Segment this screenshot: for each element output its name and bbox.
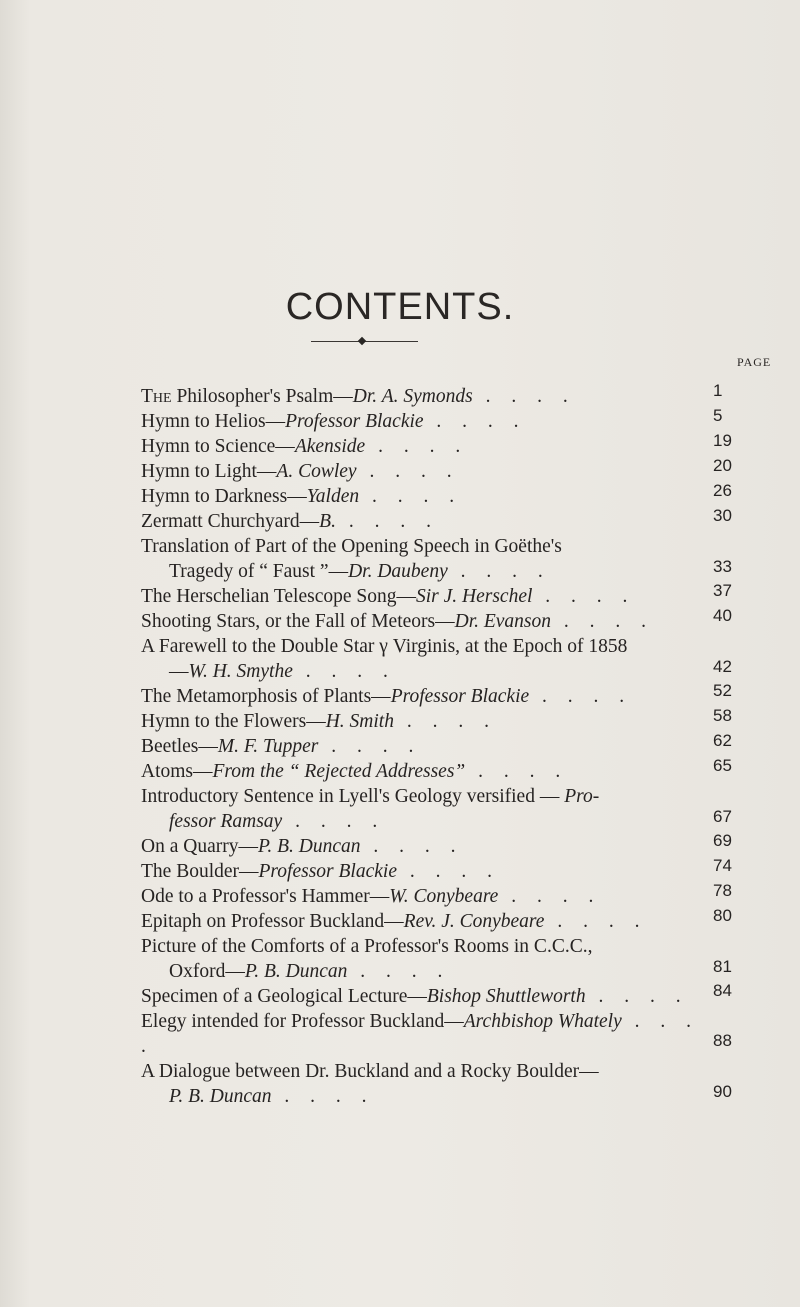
toc-entry-title-text: Oxford— [169,961,245,982]
toc-entry-page-number: 69 [713,831,732,850]
toc-entry-title [141,584,711,609]
toc-entry-page-number: 90 [713,1082,732,1101]
toc-entry-title-text: Hymn to Darkness— [141,486,307,507]
toc-entry-page-number: 65 [713,756,732,775]
toc-entry-title-continued [141,1084,711,1109]
toc-entry-title-text: Elegy intended for Professor Buckland— [141,1011,464,1032]
toc-entry [141,681,732,709]
toc-entry-title [141,934,711,959]
toc-entry-title-text: Zermatt Churchyard— [141,511,320,532]
toc-entry-title [141,1059,711,1084]
toc-entry-author: Sir J. Herschel [415,586,533,607]
toc-entry-author: Dr. Daubeny [348,561,448,582]
toc-entry-page-number: 67 [713,807,732,826]
leader-dots: . . . . [532,586,636,607]
leader-dots: . . . . [544,911,648,932]
toc-entry-page-number: 88 [713,1031,732,1050]
toc-entry [141,784,732,834]
leader-dots: . . . . [396,861,500,882]
toc-entry-title-text: The Metamorphosis of Plants— [141,686,391,707]
leader-dots: . . . . [498,886,602,907]
toc-entry [141,706,732,734]
toc-entry-author-part: Pro- [564,786,600,807]
toc-entry-title [141,409,711,434]
toc-entry-author: B. [319,511,336,532]
leader-dots: . . . . [529,686,633,707]
table-of-contents [141,381,751,1109]
toc-entry [141,481,732,509]
toc-entry-title [141,909,711,934]
page-column-header: PAGE [737,355,772,369]
toc-entry-title [141,684,711,709]
toc-entry-author: P. B. Duncan [244,961,348,982]
leader-dots: . . . . [141,1011,699,1057]
toc-entry-title [141,1009,711,1059]
toc-entry-author: Professor Blackie [285,411,424,432]
toc-entry-title [141,609,711,634]
toc-entry [141,534,732,584]
toc-entry-title [141,984,711,1009]
toc-entry [141,506,732,534]
leader-dots: . . . . [335,511,439,532]
toc-entry-title-text: Picture of the Comforts of a Professor's Rooms in C.C.C., [141,936,593,957]
leader-dots: . . . . [360,836,464,857]
toc-entry-page-number: 20 [713,456,732,475]
leader-dots: . . . . [359,486,463,507]
toc-entry-title-text: Beetles— [141,736,218,757]
toc-entry-title [141,534,711,559]
toc-entry-page-number: 78 [713,881,732,900]
toc-entry-title [141,859,711,884]
toc-entry-title-text: Epitaph on Professor Buckland— [141,911,404,932]
toc-entry [141,934,732,984]
leader-dots: . . . . [365,436,469,457]
toc-entry [141,1009,732,1059]
toc-entry-page-number: 19 [713,431,732,450]
leader-dots: . . . . [585,986,689,1007]
toc-entry-author: fessor Ramsay [169,811,283,832]
toc-entry-page-number: 1 [713,381,723,400]
toc-entry-title-text: Introductory Sentence in Lyell's Geology versified — [141,786,560,807]
toc-entry-page-number: 33 [713,557,732,576]
toc-entry-title-continued [141,959,711,984]
toc-entry-title [141,734,711,759]
toc-entry-page-number: 5 [713,406,723,425]
toc-entry-page-number: 80 [713,906,732,925]
toc-entry-author: Bishop Shuttleworth [426,986,586,1007]
toc-entry-title-continued [141,809,711,834]
toc-entry-title-text: — [169,661,189,682]
toc-entry [141,856,732,884]
toc-entry-page-number: 52 [713,681,732,700]
leader-dots: . . . . [423,411,527,432]
toc-entry-page-number: 81 [713,957,732,976]
toc-entry-author: Professor Blackie [390,686,530,707]
leader-dots: . . . . [472,386,576,407]
leader-dots: . . . . [318,736,422,757]
toc-entry-title-text: The Boulder— [141,861,259,882]
leader-dots: . . . . [347,961,451,982]
toc-entry-title-text: A Farewell to the Double Star γ Virginis, at the Epoch of 1858 [141,636,628,657]
toc-entry-title-text: Specimen of a Geological Lecture— [141,986,427,1007]
toc-entry-author: From the “ Rejected Addresses” [212,761,466,782]
toc-entry-author: A. Cowley [276,461,357,482]
toc-entry-title-text: Translation of Part of the Opening Speech in Goëthe's [141,536,562,557]
toc-entry-title-text: Ode to a Professor's Hammer— [141,886,390,907]
toc-entry-title-text: Tragedy of “ Faust ”— [169,561,349,582]
toc-entry [141,1059,732,1109]
toc-entry-author: Rev. J. Conybeare [403,911,545,932]
toc-entry-author: M. F. Tupper [217,736,319,757]
toc-entry-title-text: Atoms— [141,761,213,782]
toc-entry-author: Dr. Evanson [454,611,552,632]
toc-entry-page-number: 42 [713,657,732,676]
leader-dots: . . . . [356,461,460,482]
toc-entry-title-text: Hymn to Light— [141,461,277,482]
toc-entry-title-text: On a Quarry— [141,836,258,857]
toc-entry-title [141,834,711,859]
toc-entry-title-text: A Dialogue between Dr. Buckland and a Rocky Boulder— [141,1061,599,1082]
toc-entry-title-text: Philosopher's Psalm— [176,386,353,407]
toc-entry [141,606,732,634]
toc-entry-title [141,509,711,534]
toc-entry-title [141,759,711,784]
toc-entry [141,731,732,759]
toc-entry [141,881,732,909]
toc-entry [141,431,732,459]
toc-entry [141,981,732,1009]
leader-dots: . . . . [447,561,551,582]
toc-entry [141,456,732,484]
leader-dots: . . . . [393,711,497,732]
toc-entry-title [141,709,711,734]
toc-entry [141,906,732,934]
toc-entry-lead: The [141,386,172,407]
toc-entry-author: Dr. A. Symonds [352,386,473,407]
toc-entry-title [141,784,711,809]
toc-entry-page-number: 30 [713,506,732,525]
toc-entry-title-continued [141,659,711,684]
page-title: CONTENTS. [285,286,515,328]
toc-entry-page-number: 37 [713,581,732,600]
toc-entry-title-text: Hymn to the Flowers— [141,711,326,732]
toc-entry-page-number: 84 [713,981,732,1000]
toc-entry-title [141,384,711,409]
toc-entry-author: P. B. Duncan [169,1086,272,1107]
toc-entry-title-continued [141,559,711,584]
toc-entry [141,634,732,684]
toc-entry-author: Professor Blackie [258,861,397,882]
leader-dots: . . . . [271,1086,375,1107]
ornamental-divider [311,337,418,347]
toc-entry [141,756,732,784]
toc-entry-title [141,884,711,909]
toc-entry-title [141,634,711,659]
toc-entry-title [141,459,711,484]
leader-dots: . . . . [465,761,569,782]
toc-entry [141,831,732,859]
diamond-ornament-icon [358,337,366,345]
toc-entry-page-number: 74 [713,856,732,875]
toc-entry-author: Archbishop Whately [463,1011,622,1032]
toc-entry-title [141,434,711,459]
toc-entry-author: Yalden [306,486,360,507]
toc-entry [141,381,723,409]
leader-dots: . . . . [551,611,655,632]
toc-entry-author: Akenside [294,436,366,457]
toc-entry [141,581,732,609]
toc-entry-author: W. H. Smythe [188,661,293,682]
toc-entry-title-text: Hymn to Science— [141,436,295,457]
toc-entry-author: P. B. Duncan [257,836,361,857]
toc-entry-page-number: 26 [713,481,732,500]
toc-entry-title [141,484,711,509]
toc-entry-title-text: The Herschelian Telescope Song— [141,586,416,607]
toc-entry-page-number: 62 [713,731,732,750]
toc-entry-page-number: 58 [713,706,732,725]
toc-entry-title-text: Shooting Stars, or the Fall of Meteors— [141,611,455,632]
leader-dots: . . . . [282,811,386,832]
toc-entry [141,406,723,434]
toc-entry-page-number: 40 [713,606,732,625]
toc-entry-author: W. Conybeare [389,886,499,907]
leader-dots: . . . . [292,661,396,682]
toc-entry-title-text: Hymn to Helios— [141,411,286,432]
toc-entry-author: H. Smith [325,711,394,732]
